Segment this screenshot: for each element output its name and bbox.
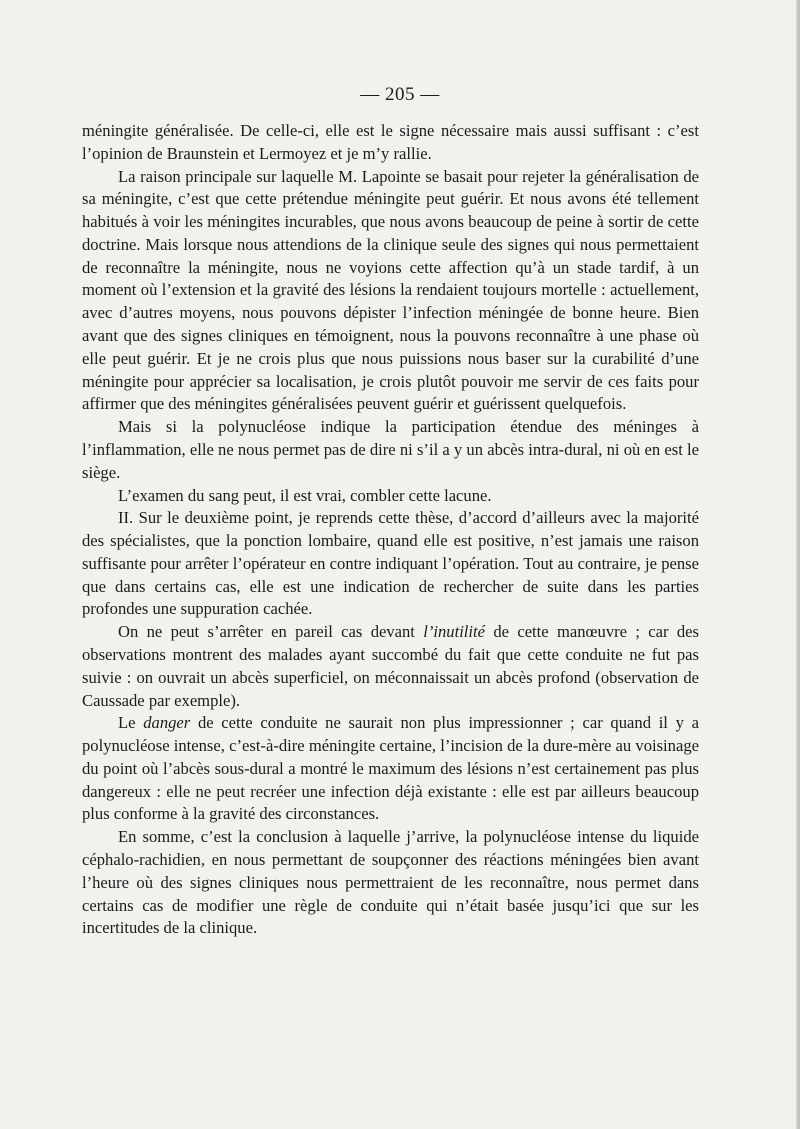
body-text [82, 120, 699, 940]
paragraph [82, 621, 699, 712]
text-segment: de cette manœuvre ; car des observations montrent des malades ayant succombé du fait que cette conduite ne fut pas suivie : on ouvrait un abcès superficiel, on méconnaissait un abcès profond (observation de Caussade par exemple). [82, 622, 699, 710]
text-segment: En somme, c’est la conclusion à laquelle j’arrive, la polynucléose intense du liquide céphalo-rachidien, en nous permettant de soupçonner des réactions méningées bien avant l’heure où des signes cliniques nous permettraient de les reconnaître, nous permet dans certains cas de modifier une règle de conduite qui n’était basée jusqu’ici que sur les incertitudes de la clinique. [82, 827, 699, 938]
paragraph [82, 166, 699, 417]
text-segment: de cette conduite ne saurait non plus impressionner ; car quand il y a polynucléose intense, c’est-à-dire méningite certaine, l’incision de la dure-mère au voisinage du point où l’abcès sous-dural a montré le maximum des lésions n’est certainement pas plus dangereux : elle ne peut recréer une infection déjà existante : elle est par ailleurs beaucoup plus conforme à la gravité des circonstances. [82, 713, 699, 824]
text-segment: Le [118, 713, 144, 733]
text-segment: méningite généralisée. De celle-ci, elle est le signe nécessaire mais aussi suffisant : c’est l’opinion de Braunstein et Lermoyez et je m’y rallie. [82, 121, 699, 163]
paragraph [82, 507, 699, 621]
paragraph [82, 416, 699, 484]
text-segment: Mais si la polynucléose indique la participation étendue des méninges à l’inflammation, elle ne nous permet pas de dire ni s’il a y un abcès intra-dural, ni où en est le siège. [82, 417, 699, 482]
paragraph [82, 826, 699, 940]
text-segment: La raison principale sur laquelle M. Lapointe se basait pour rejeter la généralisation de sa méningite, c’est que cette prétendue méningite peut guérir. Et nous avons été tellement habitués à voir les méningites incurables, que nous avons beaucoup de peine à sortir de cette doctrine. Mais lorsque nous attendions de la clinique seule des signes qui nous permettaient de reconnaître la méningite, nous ne voyions cette affection qu’à un stade tardif, à un moment où l’extension et la gravité des lésions la rendaient toujours mortelle : actuellement, avec d’autres moyens, nous pouvons dépister l’infection méningée de bonne heure. Bien avant que des signes cliniques en témoignent, nous la pouvons reconnaître à une phase où elle peut guérir. Et je ne crois plus que nous puissions nous baser sur la curabilité d’une méningite pour apprécier sa localisation, je crois plutôt pouvoir me servir de ces faits pour affirmer que des méningites généralisées peuvent guérir et guérissent quelquefois. [82, 166, 699, 414]
text-segment: L’examen du sang peut, il est vrai, combler cette lacune. [118, 485, 492, 505]
italic-text: danger [143, 713, 191, 733]
paragraph [82, 712, 699, 826]
text-segment: On ne peut s’arrêter en pareil cas devant [118, 622, 424, 642]
italic-text: l’inutilité [423, 622, 486, 642]
paragraph [82, 120, 699, 166]
text-segment: II. Sur le deuxième point, je reprends cette thèse, d’accord d’ailleurs avec la majorité des spécialistes, que la ponction lombaire, quand elle est positive, n’est jamais une raison suffisante pour arrêter l’opérateur en contre indiquant l’opération. Tout au contraire, je pense que dans certains cas, elle est une indication de rechercher de suite dans les parties profondes une suppuration cachée. [82, 508, 699, 619]
paragraph [82, 485, 699, 508]
page-edge [796, 0, 800, 1129]
page-number: — 205 — [360, 84, 440, 105]
